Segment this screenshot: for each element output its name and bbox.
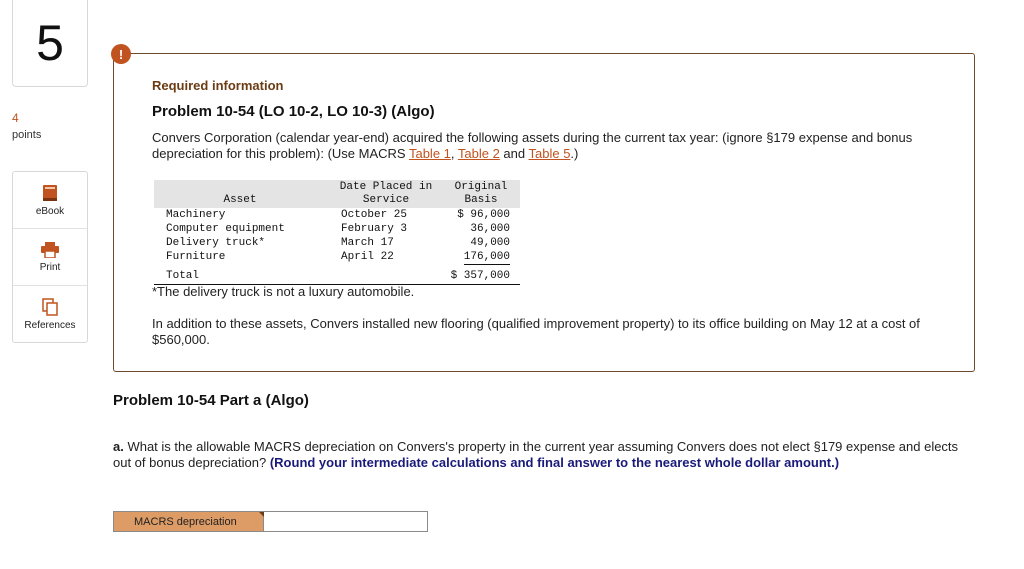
print-button[interactable] <box>13 229 87 286</box>
references-label: References <box>24 319 76 331</box>
table-1-link[interactable]: Table 1 <box>408 146 451 161</box>
header-date: Date Placed in Service <box>339 181 433 206</box>
asset-name: Delivery truck* <box>166 237 266 249</box>
question-body: What is the allowable MACRS depreciation on Convers's property in the current year assuming Convers does not elect §179 expense and elects out of bonus depreciation? <box>113 439 959 470</box>
asset-name: Computer equipment <box>166 223 285 235</box>
asset-name: Machinery <box>166 209 226 221</box>
asset-basis: 176,000 <box>463 251 510 263</box>
table-5-link[interactable]: Table 5 <box>528 146 571 161</box>
print-label: Print <box>39 261 61 273</box>
rounding-hint: (Round your intermediate calculations and final answer to the nearest whole dollar amount.) <box>269 455 840 470</box>
additional-info: In addition to these assets, Convers installed new flooring (qualified improvement property) to its office building on May 12 at a cost of $560,000. <box>152 316 920 347</box>
asset-basis: $ 96,000 <box>457 209 510 221</box>
references-button[interactable] <box>13 286 87 342</box>
asset-date: February 3 <box>341 223 408 235</box>
total-label: Total <box>166 270 200 282</box>
answer-label: MACRS depreciation <box>114 512 264 531</box>
asset-table-header <box>154 180 520 208</box>
asset-date: March 17 <box>341 237 394 249</box>
asset-date: April 22 <box>341 251 394 263</box>
table-row <box>154 222 520 236</box>
ebook-label: eBook <box>35 205 65 217</box>
ebook-button[interactable] <box>13 172 87 229</box>
book-icon <box>42 184 58 202</box>
link-separator-1: , <box>450 146 458 161</box>
asset-name: Furniture <box>166 251 226 263</box>
question-number: 5 <box>12 0 88 87</box>
intro-text: Convers Corporation (calendar year-end) acquired the following assets during the current tax year: (ignore §179 expense and bonus depreciation for this problem): (Use MACRS <box>152 130 913 161</box>
question-prefix: a. <box>113 439 124 454</box>
question-text <box>113 439 973 471</box>
asset-date: October 25 <box>341 209 408 221</box>
table-total-row <box>154 267 520 285</box>
total-basis: $ 357,000 <box>450 270 510 282</box>
points-label: points <box>12 129 42 141</box>
header-asset: Asset <box>223 194 257 206</box>
problem-intro <box>152 130 942 162</box>
intro-end: .) <box>570 146 579 161</box>
link-separator-2: and <box>499 146 529 161</box>
asset-table <box>154 180 520 285</box>
table-row <box>154 250 520 264</box>
asset-basis: 49,000 <box>470 237 510 249</box>
tool-panel <box>12 171 88 343</box>
required-heading: Required information <box>152 78 284 93</box>
table-row <box>154 236 520 250</box>
header-basis: Original Basis <box>454 181 508 206</box>
alert-icon: ! <box>111 44 131 64</box>
documents-icon <box>42 298 58 316</box>
points-value: 4 <box>12 111 19 125</box>
table-2-link[interactable]: Table 2 <box>457 146 500 161</box>
part-title: Problem 10-54 Part a (Algo) <box>113 392 309 409</box>
table-footnote: *The delivery truck is not a luxury automobile. <box>152 284 415 299</box>
answer-row <box>113 511 428 532</box>
printer-icon <box>41 242 59 258</box>
problem-title: Problem 10-54 (LO 10-2, LO 10-3) (Algo) <box>152 103 435 120</box>
macrs-depreciation-input[interactable] <box>264 512 427 531</box>
table-row <box>154 208 520 222</box>
asset-basis: 36,000 <box>470 223 510 235</box>
